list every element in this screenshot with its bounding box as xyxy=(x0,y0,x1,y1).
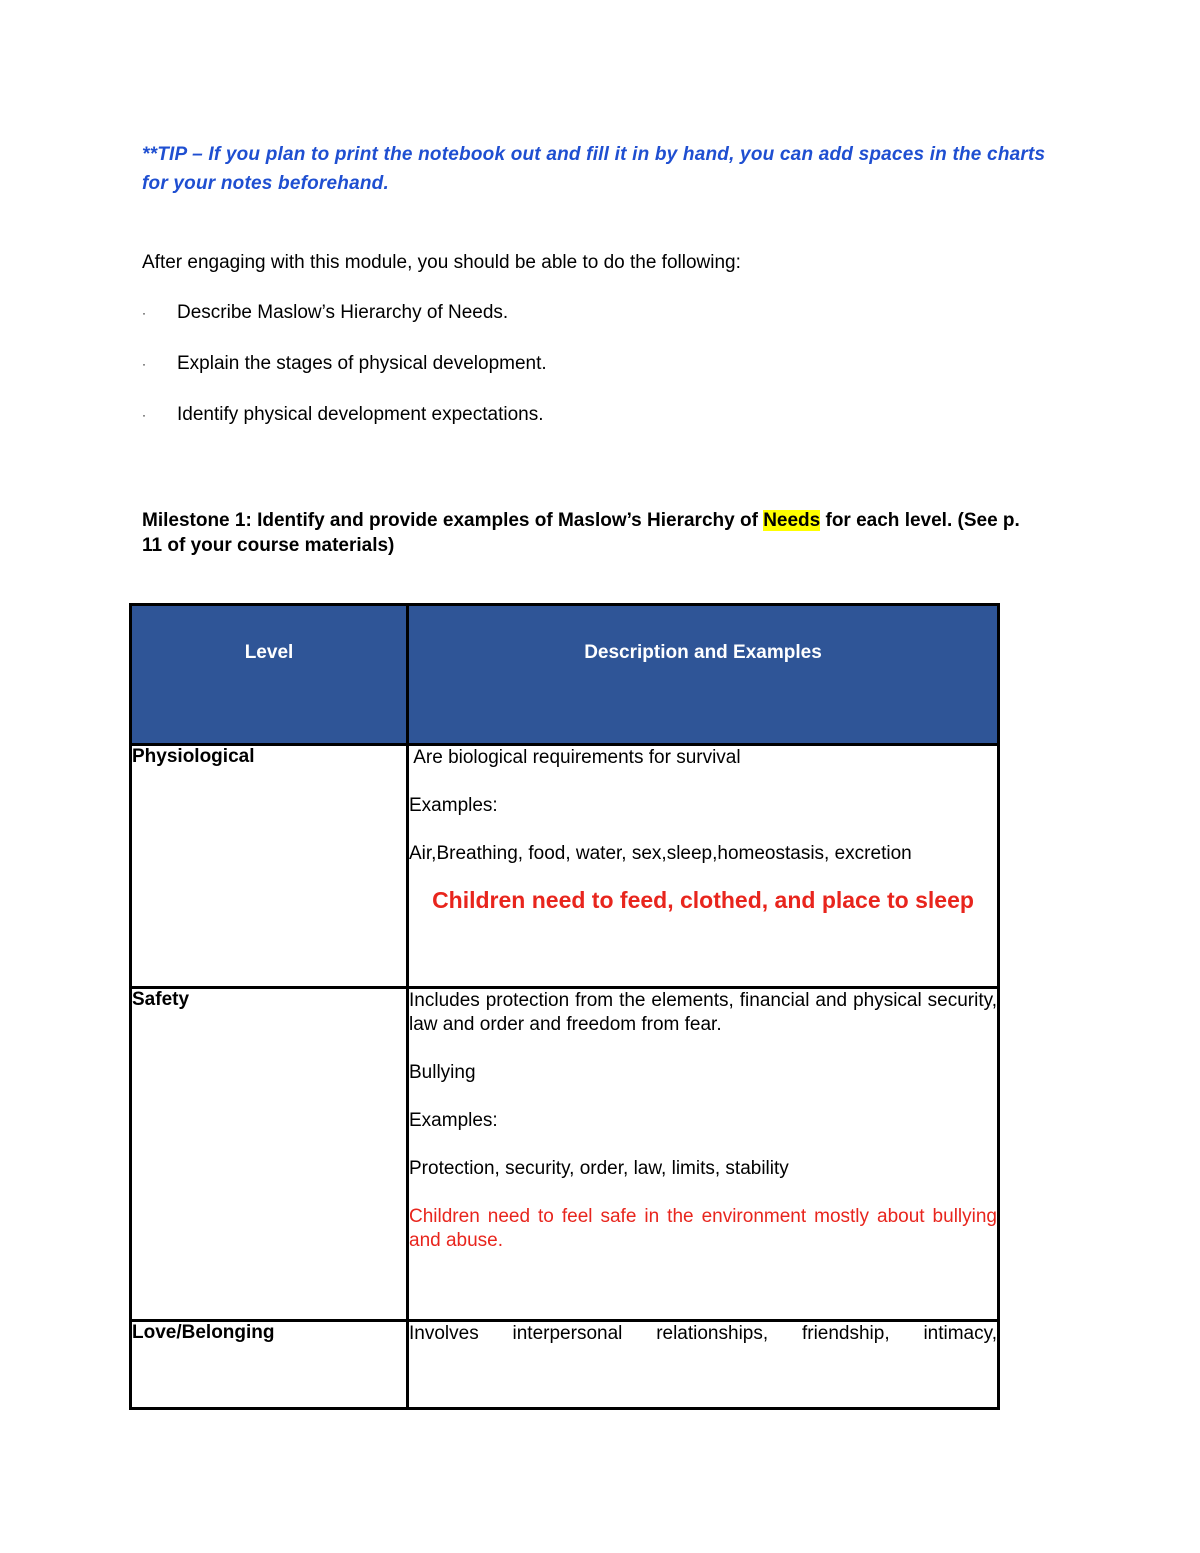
header-description: Description and Examples xyxy=(408,605,999,745)
bullet-marker: · xyxy=(142,357,146,371)
objective-text: Identify physical development expectations. xyxy=(177,404,544,425)
description-line: Includes protection from the elements, financial and physical security, law and order and freedom from fear. xyxy=(409,990,997,1035)
header-level: Level xyxy=(131,605,408,745)
milestone-heading xyxy=(142,508,1042,558)
description-cell xyxy=(408,988,999,1321)
description-cell xyxy=(408,1321,999,1409)
intro-text: After engaging with this module, you should be able to do the following: xyxy=(142,252,741,273)
level-cell: Physiological xyxy=(131,745,408,988)
highlighted-note: Children need to feed, clothed, and place to sleep xyxy=(432,887,974,913)
highlighted-note: Children need to feel safe in the environment mostly about bullying and abuse. xyxy=(409,1206,997,1251)
level-cell: Safety xyxy=(131,988,408,1321)
description-line: Protection, security, order, law, limits, stability xyxy=(409,1158,789,1179)
description-line: Examples: xyxy=(409,1110,498,1131)
level-cell: Love/Belonging xyxy=(131,1321,408,1409)
bullet-marker: · xyxy=(142,408,146,422)
description-line: Involves interpersonal relationships, friendship, intimacy, xyxy=(409,1323,997,1344)
maslow-table xyxy=(129,603,1000,1410)
description-cell xyxy=(408,745,999,988)
tip-text: **TIP – If you plan to print the notebook out and fill it in by hand, you can add spaces in the charts for your notes beforehand. xyxy=(142,144,1046,194)
table-header-row xyxy=(131,605,999,745)
table-row xyxy=(131,745,999,988)
objective-text: Describe Maslow’s Hierarchy of Needs. xyxy=(177,302,509,323)
description-line: Bullying xyxy=(409,1062,476,1083)
description-line: Examples: xyxy=(409,795,498,816)
objective-text: Explain the stages of physical development. xyxy=(177,353,547,374)
milestone-text-start: Milestone 1: Identify and provide examples of Maslow’s Hierarchy of xyxy=(142,510,764,531)
table-row xyxy=(131,1321,999,1409)
milestone-text-end: for each level. (See p. 11 of your course materials) xyxy=(142,510,1020,556)
highlighted-word: Needs xyxy=(763,510,821,531)
table-row xyxy=(131,988,999,1321)
description-line: Air,Breathing, food, water, sex,sleep,homeostasis, excretion xyxy=(409,843,912,864)
bullet-marker: · xyxy=(142,306,146,320)
description-line: Are biological requirements for survival xyxy=(409,747,741,768)
